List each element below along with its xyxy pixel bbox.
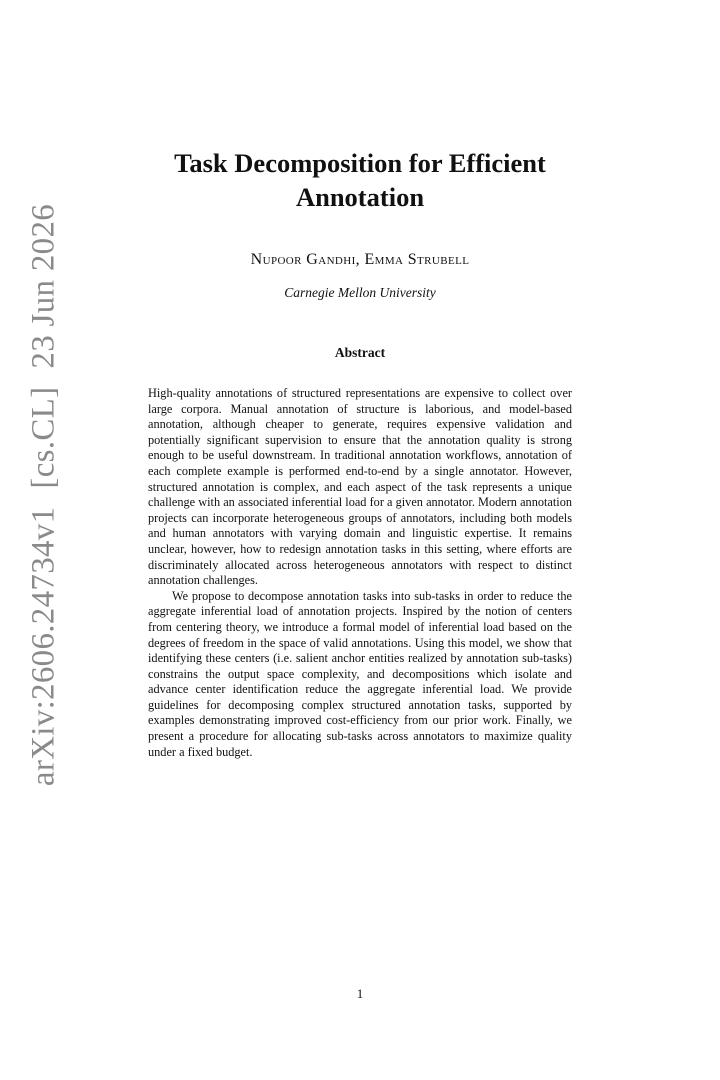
abstract-paragraph-2: We propose to decompose annotation tasks into sub-tasks in order to reduce the aggregate inferential load of annotation projects. Inspired by the notion of centers from centering theory, we introduce a formal model of inferential load based on the degrees of freedom in the space of valid annotations. Using this model, we show that identifying these centers (i.e. salient anchor entities realized by annotation sub-tasks) constrains the output space complexity, and decompositions which isolate and advance center identification reduce the aggregate inferential load. We provide guidelines for decomposing complex structured annotation tasks, supported by examples demonstrating improved cost-efficiency from our prior work. Finally, we present a procedure for allocating sub-tasks across annotators to maximize quality under a fixed budget. bbox=[148, 588, 572, 759]
author-list: Nupoor Gandhi, Emma Strubell bbox=[250, 251, 470, 268]
abstract-heading: Abstract bbox=[334, 345, 386, 360]
arxiv-date: 23 Jun 2026 bbox=[25, 203, 62, 369]
abstract-paragraph-1: High-quality annotations of structured representations are expensive to collect over large corpora. Manual annotation of structure is laborious, and model-based annotation, although cheaper to generate, requires expensive validation and potentially significant supervision to ensure that the annotation quality is strong enough to be useful downstream. In traditional annotation workflows, annotation of each complete example is performed end-to-end by a single annotator. However, structured annotation is complex, and each aspect of the task represents a unique challenge with an associated inferential load for a given annotator. Modern annotation projects can incorporate heterogeneous groups of annotators, including both models and human annotators with varying domain and linguistic expertise. It remains unclear, however, how to redesign annotation tasks in this setting, where efforts are discriminately allocated across heterogeneous annotators with respect to distinct annotation challenges. bbox=[148, 386, 572, 588]
arxiv-identifier-stamp bbox=[26, 204, 63, 786]
arxiv-category: [cs.CL] bbox=[25, 386, 62, 489]
arxiv-id: arXiv:2606.24734v1 bbox=[25, 506, 62, 787]
author-affiliation: Carnegie Mellon University bbox=[284, 285, 436, 300]
page-number: 1 bbox=[356, 986, 364, 1001]
abstract-body bbox=[148, 386, 572, 760]
paper-title: Task Decomposition for Efficient Annotation bbox=[174, 148, 546, 212]
